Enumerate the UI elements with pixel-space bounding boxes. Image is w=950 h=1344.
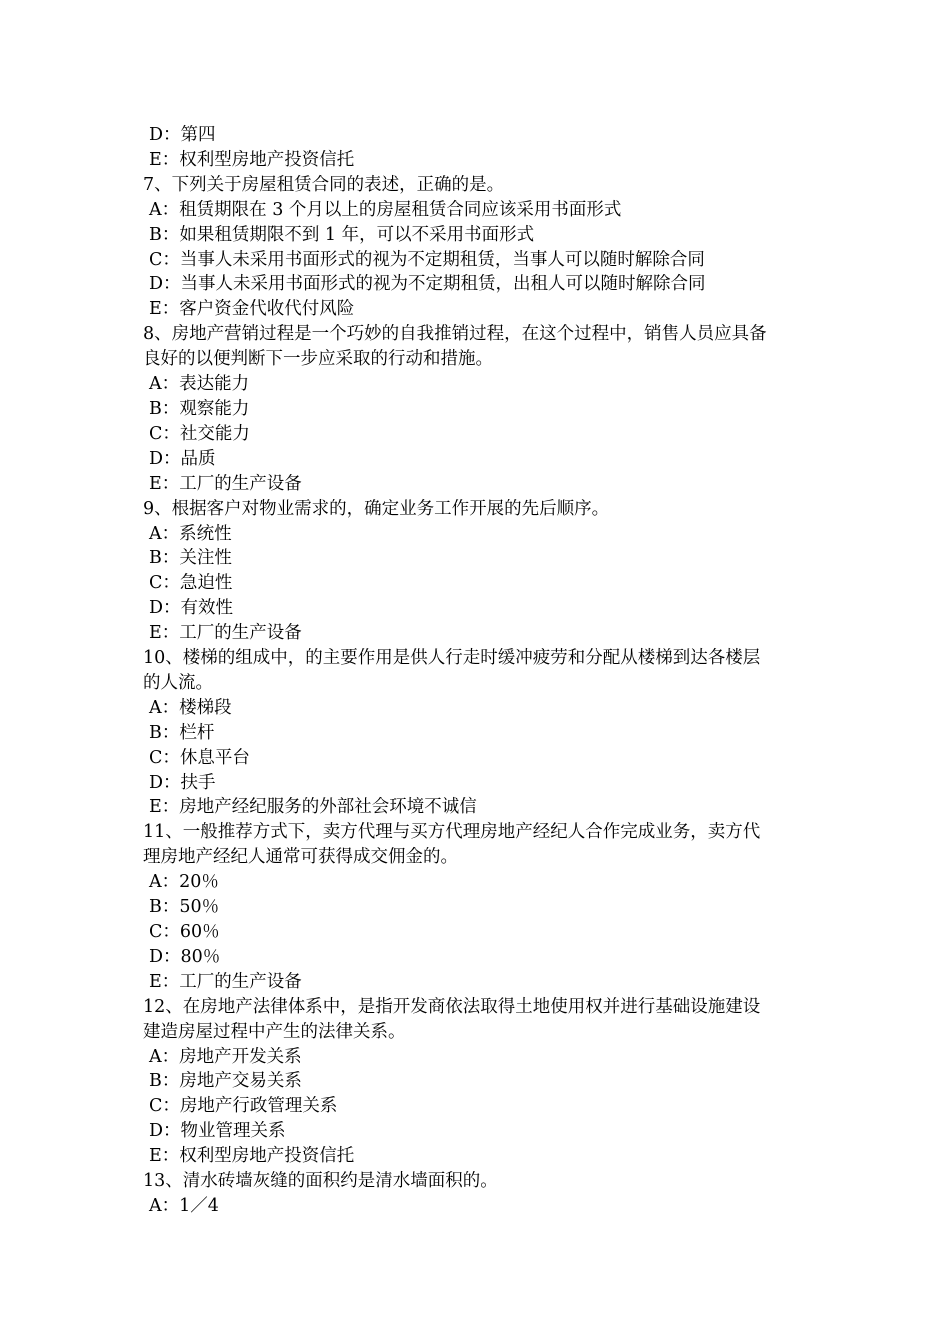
- answer-option: C：当事人未采用书面形式的视为不定期租赁，当事人可以随时解除合同: [149, 249, 705, 270]
- question-text: 的人流。: [143, 672, 213, 693]
- answer-option: A：系统性: [149, 523, 232, 544]
- answer-option: E：房地产经纪服务的外部社会环境不诚信: [149, 797, 477, 818]
- question-text: 7、下列关于房屋租赁合同的表述，正确的是。: [143, 174, 505, 195]
- answer-option: C：急迫性: [149, 573, 233, 594]
- answer-option: C：休息平台: [149, 747, 250, 768]
- answer-option: A：租赁期限在 3 个月以上的房屋租赁合同应该采用书面形式: [149, 199, 622, 220]
- answer-option: E：工厂的生产设备: [149, 473, 302, 494]
- question-text: 建造房屋过程中产生的法律关系。: [143, 1021, 406, 1042]
- answer-option: B：栏杆: [149, 722, 215, 743]
- answer-option: B：50％: [149, 897, 220, 918]
- answer-option: C：房地产行政管理关系: [149, 1096, 338, 1117]
- answer-option: E：工厂的生产设备: [149, 971, 302, 992]
- answer-option: A：楼梯段: [149, 697, 232, 718]
- question-text: 9、根据客户对物业需求的，确定业务工作开展的先后顺序。: [143, 498, 610, 519]
- question-text: 12、在房地产法律体系中，是指开发商依法取得土地使用权并进行基础设施建设: [143, 996, 761, 1017]
- answer-option: D：品质: [149, 448, 216, 469]
- answer-option: A：房地产开发关系: [149, 1046, 302, 1067]
- answer-option: B：关注性: [149, 548, 232, 569]
- answer-option: D：80％: [149, 946, 221, 967]
- answer-option: A：表达能力: [149, 374, 250, 395]
- question-text: 8、房地产营销过程是一个巧妙的自我推销过程，在这个过程中，销售人员应具备: [143, 324, 767, 345]
- answer-option: C：社交能力: [149, 423, 250, 444]
- question-text: 良好的以便判断下一步应采取的行动和措施。: [143, 349, 493, 370]
- answer-option: B：观察能力: [149, 398, 250, 419]
- answer-option: D：有效性: [149, 598, 234, 619]
- answer-option: B：如果租赁期限不到 1 年，可以不采用书面形式: [149, 224, 535, 245]
- answer-option: E：权利型房地产投资信托: [149, 1146, 355, 1167]
- answer-option: A：1／4: [149, 1195, 219, 1216]
- document-body: [143, 123, 813, 1219]
- question-text: 理房地产经纪人通常可获得成交佣金的。: [143, 847, 458, 868]
- answer-option: D：当事人未采用书面形式的视为不定期租赁，出租人可以随时解除合同: [149, 274, 706, 295]
- answer-option: A：20％: [149, 872, 219, 893]
- question-text: 10、楼梯的组成中，的主要作用是供人行走时缓冲疲劳和分配从楼梯到达各楼层: [143, 648, 761, 669]
- answer-option: E：工厂的生产设备: [149, 623, 302, 644]
- question-text: 11、一般推荐方式下，卖方代理与买方代理房地产经纪人合作完成业务，卖方代: [143, 822, 761, 843]
- answer-option: C：60％: [149, 922, 220, 942]
- question-text: 13、清水砖墙灰缝的面积约是清水墙面积的。: [143, 1171, 498, 1192]
- answer-option: B：房地产交易关系: [149, 1071, 302, 1092]
- answer-option: D：扶手: [149, 772, 216, 793]
- answer-option: D：物业管理关系: [149, 1121, 286, 1142]
- answer-option: E：权利型房地产投资信托: [149, 149, 355, 170]
- answer-option: E：客户资金代收代付风险: [149, 299, 355, 320]
- answer-option: D：第四: [149, 125, 216, 145]
